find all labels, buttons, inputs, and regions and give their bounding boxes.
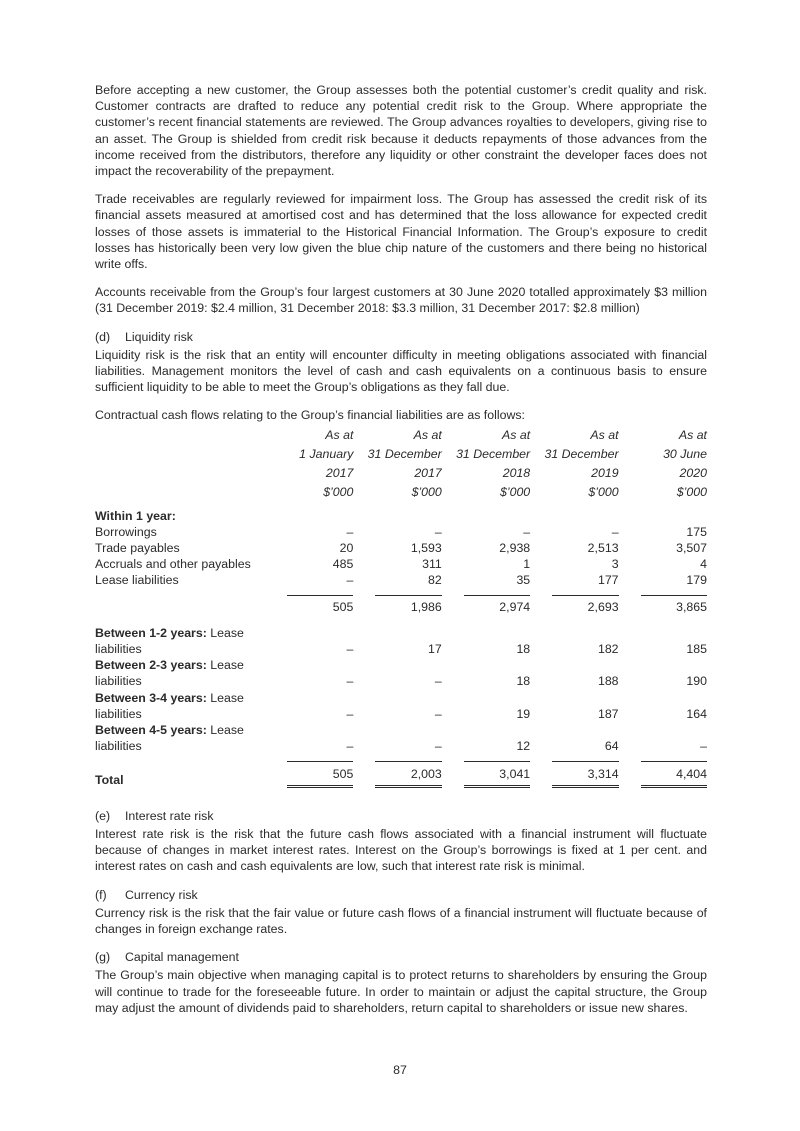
section-heading-capital — [95, 949, 707, 965]
paragraph-accounts-receivable: Accounts receivable from the Group’s four largest customers at 30 June 2020 totalled approximately $3 million (31 December 2019: $2.4 million, 31 December 2018: $3.3 million, 31 December 2017: $2.8 million) — [95, 285, 707, 316]
within-subtotal-row: 505 1,986 2,974 2,693 3,865 — [95, 595, 707, 615]
table-row: Accruals and other payables 485 311 1 3 4 — [95, 557, 707, 572]
table-row: liabilities – – 19 187 164 — [95, 706, 707, 721]
header-empty — [95, 426, 265, 502]
table-row: Between 4-5 years: Lease — [95, 723, 244, 738]
section-heading-interest-rate — [95, 808, 707, 824]
paragraph-interest-rate-risk: Interest rate risk is the risk that the future cash flows associated with a financial instrument will fluctuate because of changes in market interest rates. Interest on the Group’s borrowings is fixed at 1 per cent. and interest rates on cash and cash equivalents are low, such that interest rate risk is minimal. — [95, 826, 707, 874]
table-row: liabilities – – 18 188 190 — [95, 674, 707, 689]
column-header: As at 31 December 2017 $’000 — [367, 427, 442, 499]
paragraph-liquidity-risk: Liquidity risk is the risk that an entity will encounter difficulty in meeting obligations associated with financial liabilities. Management monitors the level of cash and cash equivalents on a continuous basis to ensure sufficient liquidity to be able to meet the Group’s obligations as they fall due. — [95, 347, 707, 395]
section-title: Capital management — [125, 950, 239, 965]
within-one-year-heading: Within 1 year: — [95, 508, 176, 523]
section-heading-liquidity — [95, 329, 707, 345]
table-row: Between 1-2 years: Lease — [95, 625, 244, 640]
section-title: Liquidity risk — [125, 329, 193, 344]
table-row: liabilities – – 12 64 – — [95, 739, 707, 754]
table-header-row — [95, 426, 707, 502]
section-title: Interest rate risk — [125, 808, 214, 823]
page-number: 87 — [393, 1063, 407, 1077]
table-row: Borrowings – – – – 175 — [95, 524, 707, 539]
section-label: (g) — [95, 950, 111, 965]
total-row: Total 505 2,003 3,041 3,314 4,404 — [95, 761, 707, 788]
paragraph-trade-receivables: Trade receivables are regularly reviewed for impairment loss. The Group has assessed the credit risk of its financial assets measured at amortised cost and has determined that the loss allowance for expected credit losses of those assets is immaterial to the Historical Financial Information. The Group’s exposure to credit losses has historically been very low given the blue chip nature of the customers and there being no historical write offs. — [95, 192, 707, 272]
section-label: (d) — [95, 329, 111, 344]
document-page — [95, 82, 707, 1028]
table-row: Trade payables 20 1,593 2,938 2,513 3,507 — [95, 541, 707, 556]
section-label: (e) — [95, 808, 111, 823]
column-header: As at 1 January 2017 $’000 — [299, 427, 354, 499]
table-row: liabilities – 17 18 182 185 — [95, 642, 707, 657]
column-header: As at 31 December 2019 $’000 — [544, 427, 619, 499]
cash-flows-table — [95, 426, 707, 788]
section-label: (f) — [95, 887, 107, 902]
section-heading-currency — [95, 887, 707, 903]
paragraph-contractual-cash-flows: Contractual cash flows relating to the Group’s financial liabilities are as follows: — [95, 408, 525, 423]
section-title: Currency risk — [125, 887, 198, 902]
paragraph-currency-risk: Currency risk is the risk that the fair value or future cash flows of a financial instrument will fluctuate because of changes in foreign exchange rates. — [95, 905, 707, 936]
column-header: As at 30 June 2020 $’000 — [663, 427, 707, 499]
column-header: As at 31 December 2018 $’000 — [456, 427, 531, 499]
table-row: Between 2-3 years: Lease — [95, 658, 244, 673]
table-row: Lease liabilities – 82 35 177 179 — [95, 573, 707, 588]
paragraph-credit-quality: Before accepting a new customer, the Group assesses both the potential customer’s credit quality and risk. Customer contracts are drafted to reduce any potential credit risk to the Group. Where appropriate the customer’s recent financial statements are reviewed. The Group advances royalties to developers, giving rise to an asset. The Group is shielded from credit risk because it deducts repayments of those advances from the income received from the distributors, therefore any liquidity or other constraint the developer faces does not impact the recoverability of the prepayment. — [95, 83, 707, 179]
table-row: Between 3-4 years: Lease — [95, 690, 244, 705]
paragraph-capital-management: The Group’s main objective when managing capital is to protect returns to shareholders by ensuring the Group will continue to trade for the foreseeable future. In order to maintain or adjust the capital structure, the Group may adjust the amount of dividends paid to shareholders, return capital to shareholders or issue new shares. — [95, 968, 707, 1015]
